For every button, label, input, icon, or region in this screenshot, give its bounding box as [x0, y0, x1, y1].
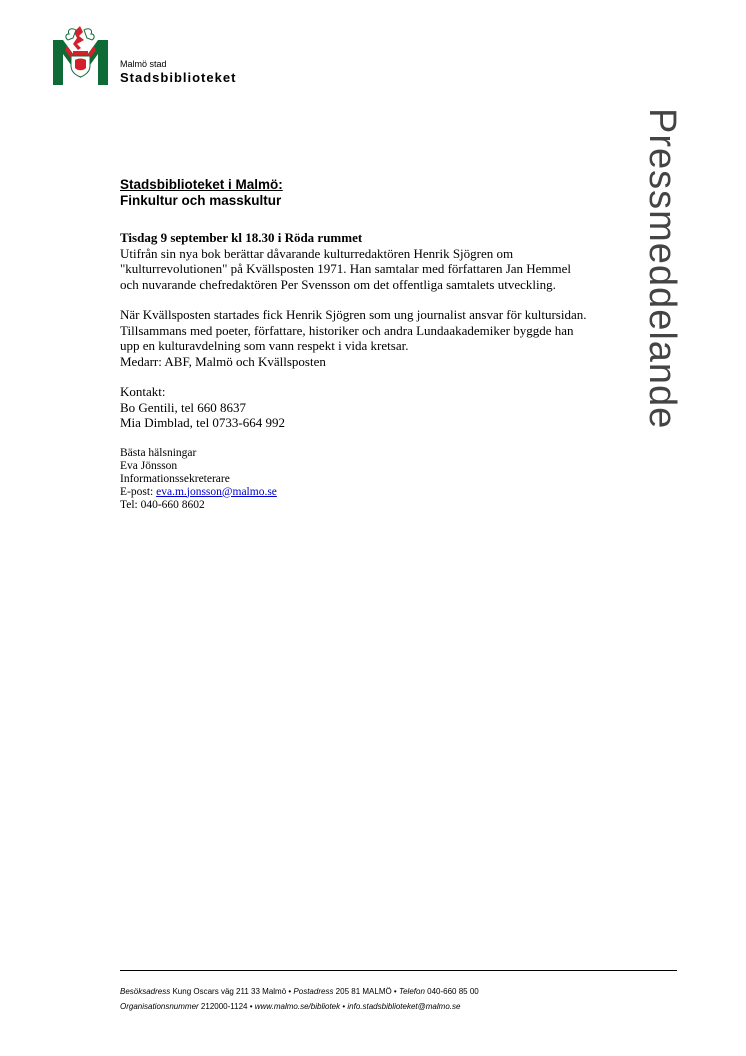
footer-bullet: •	[391, 987, 399, 996]
malmo-coat-of-arms-icon	[53, 24, 108, 85]
press-release-title: Pressmeddelande	[641, 108, 683, 430]
headline	[120, 177, 590, 209]
footer-phone-value: 040-660 85 00	[424, 987, 479, 996]
footer-divider	[120, 970, 677, 971]
footer-orgnr-value: 212000-1124	[198, 1002, 248, 1011]
footer-bullet: •	[286, 987, 294, 996]
footer-post-value: 205 81 MALMÖ	[333, 987, 392, 996]
email-link[interactable]: eva.m.jonsson@malmo.se	[156, 485, 277, 498]
footer-line-1	[120, 984, 479, 999]
footer	[120, 984, 479, 1014]
event-title: Tisdag 9 september kl 18.30 i Röda rummet	[120, 230, 363, 245]
co-organizers: Medarr: ABF, Malmö och Kvällsposten	[120, 353, 326, 369]
event-section	[120, 230, 590, 292]
event-body: Utifrån sin nya bok berättar dåvarande kulturredaktören Henrik Sjögren om "kulturrevolutionen" på Kvällsposten 1971. Han samtalar med författaren Jan Hemmel och nuvarande chefredaktören Per Svensson om det offentliga samtalets utveckling.	[120, 245, 572, 292]
org-city: Malmö stad	[120, 59, 167, 69]
footer-orgnr-label: Organisationsnummer	[120, 1002, 199, 1011]
footer-bullet: •	[340, 1002, 348, 1011]
contact-label: Kontakt:	[120, 384, 166, 399]
contact-section	[120, 384, 590, 431]
footer-phone-label: Telefon	[398, 987, 425, 996]
signature-name: Eva Jönsson	[120, 459, 178, 472]
footer-web-link[interactable]: www.malmo.se/bibliotek	[254, 1002, 341, 1011]
paragraph-2	[120, 307, 590, 369]
signature-phone: Tel: 040-660 8602	[120, 498, 205, 511]
headline-line2: Finkultur och masskultur	[120, 193, 282, 208]
footer-post-label: Postadress	[293, 987, 334, 996]
footer-bullet: •	[247, 1002, 255, 1011]
footer-line-2	[120, 999, 479, 1014]
footer-visit-value: Kung Oscars väg 211 33 Malmö	[170, 987, 287, 996]
email-label: E-post:	[120, 485, 157, 498]
contact-person-1: Bo Gentili, tel 660 8637	[120, 399, 247, 415]
signature-greeting: Bästa hälsningar	[120, 446, 197, 459]
paragraph-2-text: När Kvällsposten startades fick Henrik Sjögren som ung journalist ansvar för kultursidan. Tillsammans med poeter, författare, historiker och andra Lundaakademiker byggde han upp en kulturavdelning som vann respekt i vida kretsar.	[120, 307, 587, 353]
contact-person-2: Mia Dimblad, tel 0733-664 992	[120, 415, 286, 430]
headline-line1: Stadsbiblioteket i Malmö:	[120, 177, 283, 192]
org-block	[120, 59, 236, 86]
signature-email-line	[120, 486, 590, 499]
footer-email-link[interactable]: info.stadsbiblioteket@malmo.se	[347, 1002, 461, 1011]
signature	[120, 447, 590, 512]
footer-visit-label: Besöksadress	[120, 987, 171, 996]
press-release-body	[120, 177, 590, 512]
signature-role: Informationssekreterare	[120, 472, 230, 485]
org-name: Stadsbiblioteket	[120, 70, 237, 85]
